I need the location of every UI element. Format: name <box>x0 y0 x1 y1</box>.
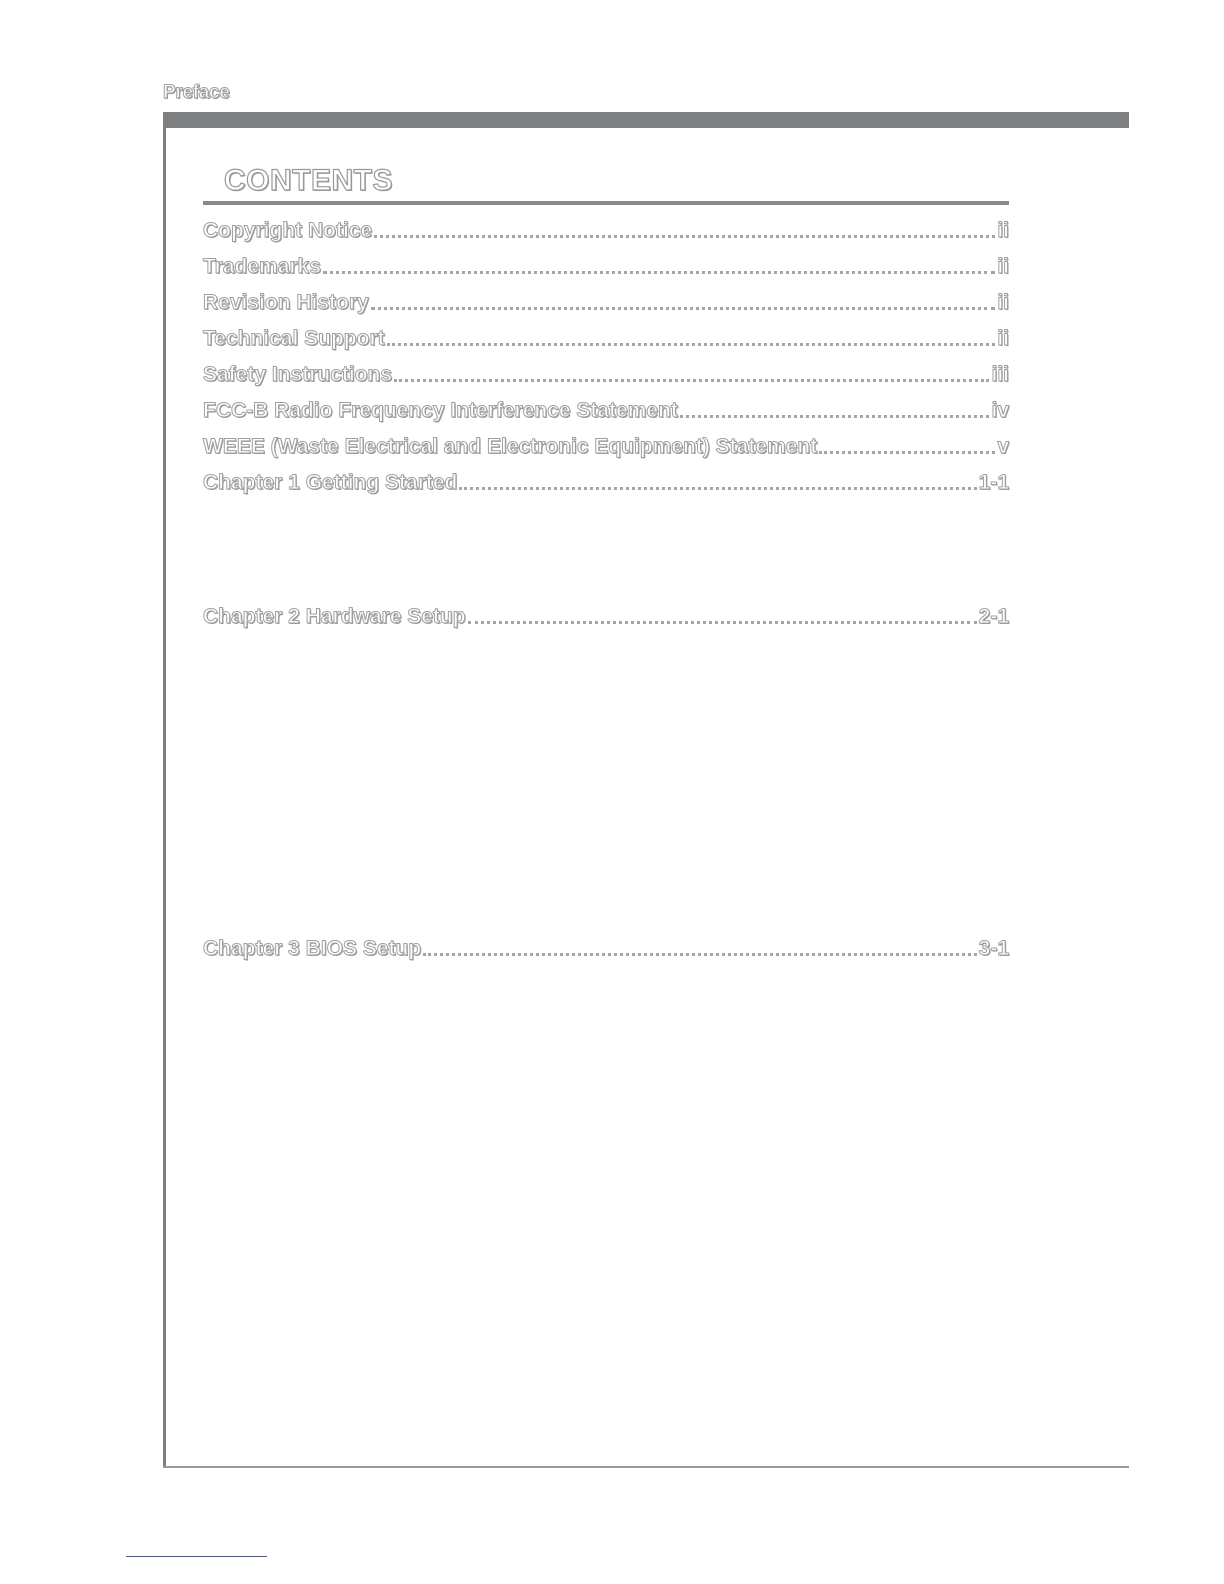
header-bar <box>163 112 1129 128</box>
toc-entry-page: 3-1 <box>978 937 1009 960</box>
toc-entry-page: ii <box>997 219 1009 242</box>
page-title: CONTENTS <box>224 164 393 197</box>
toc-entry-label: Copyright Notice <box>203 219 373 242</box>
toc-entry-revision-history[interactable] <box>203 286 1009 316</box>
toc-entry-page: 2-1 <box>978 605 1009 628</box>
toc-entry-label: Technical Support <box>203 327 385 350</box>
toc-leader-dots <box>819 434 995 460</box>
section-label: Preface <box>163 82 230 103</box>
toc-leader-dots <box>374 218 995 244</box>
toc-leader-dots <box>323 254 995 280</box>
toc-entry-label: FCC-B Radio Frequency Interference Statement <box>203 399 678 422</box>
toc-entry-page: v <box>997 435 1009 458</box>
left-border-rule <box>163 112 166 1468</box>
toc-leader-dots <box>468 604 977 630</box>
toc-entry-chapter-1[interactable] <box>203 466 1009 496</box>
toc-entry-label: Chapter 3 BIOS Setup <box>203 937 422 960</box>
toc-entry-label: Chapter 2 Hardware Setup <box>203 605 466 628</box>
toc-entry-label: Chapter 1 Getting Started <box>203 471 458 494</box>
toc-leader-dots <box>680 398 990 424</box>
toc-leader-dots <box>387 326 996 352</box>
toc-entry-page: iii <box>991 363 1009 386</box>
toc-entry-label: WEEE (Waste Electrical and Electronic Equipment) Statement <box>203 435 818 458</box>
toc-entry-chapter-3[interactable] <box>203 932 1009 962</box>
toc-entry-chapter-2[interactable] <box>203 600 1009 630</box>
toc-entry-weee-statement[interactable] <box>203 430 1009 460</box>
toc-entry-trademarks[interactable] <box>203 250 1009 280</box>
toc-entry-page: ii <box>997 327 1009 350</box>
toc-leader-dots <box>423 936 976 962</box>
toc-leader-dots <box>371 290 996 316</box>
toc-leader-dots <box>394 362 989 388</box>
toc-entry-label: Safety Instructions <box>203 363 393 386</box>
footer-link-underline[interactable] <box>126 1556 267 1557</box>
toc-entry-fcc-b-statement[interactable] <box>203 394 1009 424</box>
toc-entry-page: ii <box>997 291 1009 314</box>
toc-entry-page: iv <box>991 399 1009 422</box>
toc-entry-page: ii <box>997 255 1009 278</box>
toc-entry-page: 1-1 <box>978 471 1009 494</box>
toc-entry-copyright-notice[interactable] <box>203 214 1009 244</box>
bottom-border-rule <box>163 1466 1129 1468</box>
title-underline <box>203 201 1009 205</box>
toc-entry-label: Revision History <box>203 291 369 314</box>
toc-entry-label: Trademarks <box>203 255 321 278</box>
toc-leader-dots <box>459 470 976 496</box>
toc-entry-technical-support[interactable] <box>203 322 1009 352</box>
toc-entry-safety-instructions[interactable] <box>203 358 1009 388</box>
